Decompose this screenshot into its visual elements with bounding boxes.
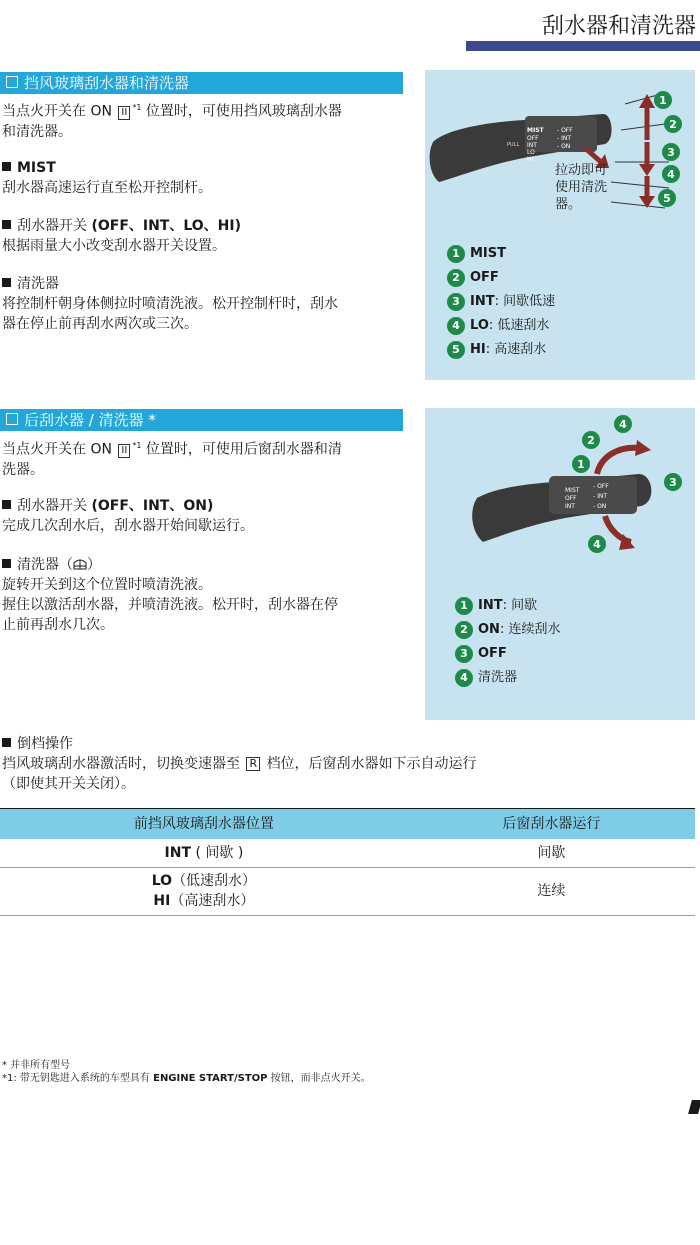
bullet-square-icon <box>2 220 11 229</box>
legend-number: 4 <box>447 317 465 335</box>
rear-switch-heading-b: (OFF、INT、ON) <box>91 498 214 514</box>
section-title-rear-text: 后刮水器 / 清洗器 * <box>24 411 156 429</box>
front-washer-heading <box>2 274 59 294</box>
rear-washer-text <box>2 575 404 635</box>
rear-switch-text: 完成几次刮水后，刮水器开始间歇运行。 <box>2 518 254 534</box>
pull-label: PULL <box>507 142 520 148</box>
legend-desc: 清洗器 <box>478 670 518 685</box>
position-desc: ( 间歇 ) <box>195 844 244 861</box>
pull-washer-caption <box>555 162 607 213</box>
reverse-text <box>2 754 562 794</box>
svg-text:2: 2 <box>587 434 595 447</box>
rear-ctrl-int-label: - INT <box>557 135 571 142</box>
caption-line-1: 拉动即可 <box>555 163 608 178</box>
rear-illustration-panel <box>425 408 695 720</box>
footnote-1-key: ENGINE START/STOP <box>153 1073 268 1084</box>
rear-washer-heading <box>2 555 101 575</box>
front-legend <box>447 242 555 362</box>
legend-desc: : 高速刮水 <box>485 342 547 357</box>
rear-label-int: - INT <box>593 493 607 500</box>
legend-item <box>455 666 560 690</box>
rear-intro-a: 当点火开关在 ON <box>2 441 112 458</box>
table-header-row <box>0 809 695 840</box>
rear-washer-text-3: 止前再刮水几次。 <box>2 617 114 633</box>
washer-icon <box>73 558 87 570</box>
rear-washer-text-2: 握住以激活刮水器，并喷清洗液。松开时，刮水器在停 <box>2 597 338 613</box>
front-washer-text-1: 将控制杆朝身体侧拉时喷清洗液。松开控制杆时，刮水 <box>2 296 338 312</box>
bullet-square-icon <box>2 738 11 747</box>
front-illustration-panel <box>425 70 695 380</box>
bullet-square-icon <box>2 500 11 509</box>
legend-desc: : 间歇 <box>502 598 538 613</box>
table-row <box>0 867 695 915</box>
footnote-star: * 并非所有型号 <box>2 1060 71 1071</box>
front-washer-text-2: 器在停止前再刮水两次或三次。 <box>2 316 198 332</box>
rotate-down-arrow-icon <box>605 516 631 542</box>
table-row <box>0 839 695 867</box>
legend-item <box>447 290 555 314</box>
legend-number: 2 <box>447 269 465 287</box>
position-desc: （高速刮水） <box>170 893 255 909</box>
front-switch-text: 根据雨量大小改变刮水器开关设置。 <box>2 238 226 254</box>
position-key: HI <box>153 893 171 909</box>
stalk-label-int: INT <box>527 142 537 149</box>
rear-stalk-illustration <box>425 408 695 568</box>
svg-text:MIST: MIST <box>565 487 580 494</box>
reverse-operation-table <box>0 808 695 916</box>
section-title-front <box>0 72 403 94</box>
legend-desc: : 连续刮水 <box>499 622 561 637</box>
footnote-1-b: 按钮，而非点火开关。 <box>270 1073 371 1084</box>
mist-heading <box>2 158 56 178</box>
page-edge-mark <box>688 1100 700 1114</box>
svg-text:4: 4 <box>619 418 627 431</box>
rear-washer-heading-text: 清洗器（ <box>17 557 73 573</box>
reverse-gear-key-icon: R <box>246 757 260 771</box>
legend-key: HI <box>470 342 486 357</box>
bullet-square-icon <box>2 559 11 568</box>
position-key: INT <box>164 844 191 861</box>
reverse-text-a: 挡风玻璃刮水器激活时，切换变速器至 <box>2 756 240 772</box>
legend-item <box>447 314 555 338</box>
legend-item <box>447 266 555 290</box>
section-title-front-text: 挡风玻璃刮水器和清洗器 <box>24 74 190 92</box>
svg-text:3: 3 <box>667 146 675 159</box>
bullet-square-icon <box>2 162 11 171</box>
front-intro-c: 和清洗器。 <box>2 123 72 140</box>
svg-text:OFF: OFF <box>565 495 577 502</box>
table-cell-position <box>0 867 408 915</box>
rotate-up-arrow-icon <box>597 448 639 474</box>
legend-number: 1 <box>447 245 465 263</box>
section-title-rear <box>0 409 403 431</box>
section-square-icon <box>6 76 18 88</box>
svg-text:1: 1 <box>659 94 667 107</box>
legend-key: LO <box>470 318 489 333</box>
reverse-heading-text: 倒档操作 <box>17 736 73 752</box>
rear-washer-heading-end: ） <box>87 557 101 573</box>
reverse-text-b: 档位，后窗刮水器如下示自动运行 <box>266 756 477 772</box>
rear-switch-heading <box>2 496 213 516</box>
front-intro-b: 位置时，可使用挡风玻璃刮水器 <box>145 103 342 120</box>
legend-number: 5 <box>447 341 465 359</box>
legend-item <box>447 338 555 362</box>
ignition-key-icon: II <box>118 106 130 120</box>
legend-desc: : 间歇低速 <box>494 294 556 309</box>
reverse-text-c: （即使其开关关闭）。 <box>2 776 135 792</box>
table-header-front-position: 前挡风玻璃刮水器位置 <box>0 809 408 840</box>
rear-intro <box>2 436 404 480</box>
mist-heading-text: MIST <box>17 160 56 176</box>
reverse-heading <box>2 734 73 754</box>
table-cell-operation: 连续 <box>408 867 695 915</box>
header-bar <box>466 41 700 51</box>
front-switch-heading-a: 刮水器开关 <box>17 218 87 234</box>
rear-intro-b: 位置时，可使用后窗刮水器和清 <box>145 441 342 458</box>
legend-number: 1 <box>455 597 473 615</box>
legend-item <box>455 642 560 666</box>
legend-key: OFF <box>478 646 507 661</box>
rear-intro-sup: *1 <box>132 441 142 450</box>
footnote-1 <box>2 1072 371 1085</box>
legend-key: INT <box>478 598 503 613</box>
legend-item <box>447 242 555 266</box>
legend-key: MIST <box>470 246 507 261</box>
svg-text:5: 5 <box>663 192 671 205</box>
legend-key: ON <box>478 622 500 637</box>
front-switch-heading <box>2 216 241 236</box>
svg-text:2: 2 <box>669 118 677 131</box>
rear-legend <box>455 594 560 690</box>
arrow-down-icon <box>639 164 655 176</box>
rear-washer-text-1: 旋转开关到这个位置时喷清洗液。 <box>2 577 212 593</box>
legend-desc: : 低速刮水 <box>488 318 550 333</box>
caption-line-3: 器。 <box>555 197 582 212</box>
caption-line-2: 使用清洗 <box>555 180 608 195</box>
legend-key: OFF <box>470 270 499 285</box>
legend-item <box>455 618 560 642</box>
mist-text: 刮水器高速运行直至松开控制杆。 <box>2 180 212 196</box>
front-switch-heading-b: (OFF、INT、LO、HI) <box>91 218 242 234</box>
table-cell-position <box>0 839 408 867</box>
stalk-label-mist: MIST <box>527 127 544 134</box>
svg-text:INT: INT <box>565 503 575 510</box>
rear-label-on: - ON <box>593 503 607 510</box>
svg-text:4: 4 <box>593 538 601 551</box>
front-washer-text <box>2 294 404 334</box>
table-header-rear-operation: 后窗刮水器运行 <box>408 809 695 840</box>
legend-number: 4 <box>455 669 473 687</box>
legend-number: 2 <box>455 621 473 639</box>
legend-number: 3 <box>455 645 473 663</box>
svg-text:3: 3 <box>669 476 677 489</box>
front-intro-sup: *1 <box>132 103 142 112</box>
rear-label-off: - OFF <box>593 483 609 490</box>
stalk-label-off: OFF <box>527 135 539 142</box>
stalk-label-lo: LO <box>527 149 535 156</box>
legend-key: INT <box>470 294 495 309</box>
front-intro-a: 当点火开关在 ON <box>2 103 112 120</box>
rear-switch-heading-a: 刮水器开关 <box>17 498 87 514</box>
svg-text:4: 4 <box>667 168 675 181</box>
bullet-square-icon <box>2 278 11 287</box>
front-intro <box>2 98 404 142</box>
table-cell-operation: 间歇 <box>408 839 695 867</box>
section-square-icon <box>6 413 18 425</box>
ignition-key-icon: II <box>118 444 130 458</box>
front-washer-heading-text: 清洗器 <box>17 276 59 292</box>
rear-ctrl-on-label: - ON <box>557 143 571 150</box>
footnote-1-a: *1: 带无钥匙进入系统的车型具有 <box>2 1073 150 1084</box>
stalk-label-hi: HI <box>527 156 534 163</box>
svg-text:1: 1 <box>577 458 585 471</box>
legend-item <box>455 594 560 618</box>
rear-intro-c: 洗器。 <box>2 461 44 478</box>
page-title: 刮水器和清洗器 <box>541 14 696 39</box>
rear-ctrl-off-label: - OFF <box>557 127 573 134</box>
legend-number: 3 <box>447 293 465 311</box>
position-key: LO <box>151 873 173 889</box>
position-desc: （低速刮水） <box>172 873 257 889</box>
